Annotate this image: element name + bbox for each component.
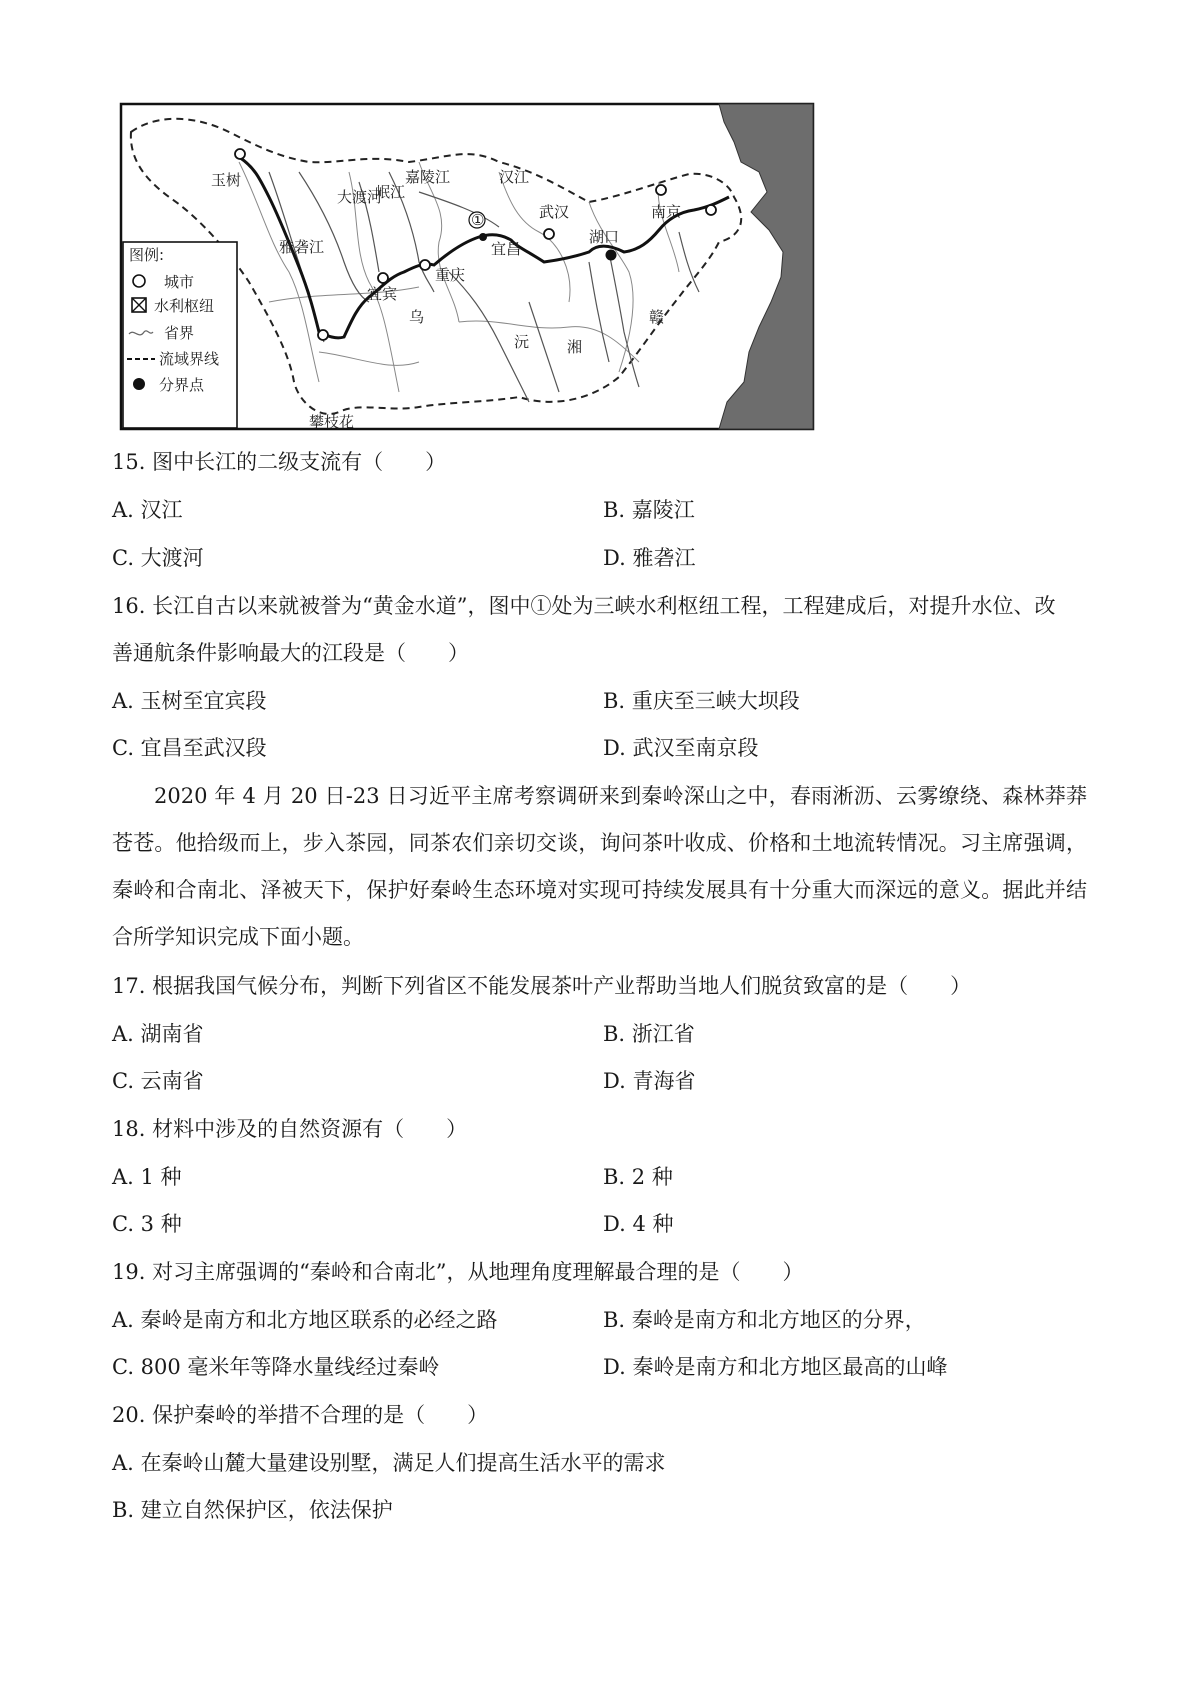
question-20-stem: 20. 保护秦岭的举措不合理的是（ ） [112, 1403, 489, 1427]
legend-label: 流域界线 [159, 350, 220, 368]
q16-option-c: C. 宜昌至武汉段 [112, 736, 267, 760]
legend-label: 省界 [164, 324, 195, 342]
yalong-label: 雅砻江 [279, 238, 325, 256]
q18-option-c: C. 3 种 [112, 1212, 182, 1236]
map-legend [123, 242, 237, 428]
reading-material [112, 773, 1087, 961]
dadu-label: 大渡河 [337, 188, 383, 206]
q19-option-d: D. 秦岭是南方和北方地区最高的山峰 [603, 1355, 948, 1379]
han-label: 汉江 [499, 168, 530, 186]
q20-option-a: A. 在秦岭山麓大量建设别墅，满足人们提高生活水平的需求 [112, 1451, 666, 1475]
legend-label: 分界点 [159, 376, 205, 394]
q15-option-d: D. 雅砻江 [603, 546, 696, 570]
panzhihua-label: 攀枝花 [309, 413, 355, 431]
city-symbol-icon [133, 275, 145, 287]
q17-option-a: A. 湖南省 [112, 1022, 204, 1046]
q16-option-a: A. 玉树至宜宾段 [112, 689, 267, 713]
question-16-stem-line2: 善通航条件影响最大的江段是（ ） [112, 641, 469, 665]
legend-label: 城市 [164, 273, 195, 291]
q19-option-c: C. 800 毫米年等降水量线经过秦岭 [112, 1355, 440, 1379]
q15-option-c: C. 大渡河 [112, 546, 204, 570]
boundary-point-symbol-icon [133, 378, 145, 390]
question-16-stem-line1: 16. 长江自古以来就被誉为“黄金水道”，图中①处为三峡水利枢纽工程，工程建成后，对提升水位、改 [112, 594, 1056, 618]
legend-title: 图例: [129, 246, 165, 264]
yuan-label: 沅 [514, 333, 530, 351]
q17-option-b: B. 浙江省 [603, 1022, 695, 1046]
nanjing-label: 南京 [651, 203, 682, 221]
q15-option-a: A. 汉江 [112, 498, 183, 522]
yichang-label: 宜昌 [491, 240, 522, 258]
question-17-stem: 17. 根据我国气候分布，判断下列省区不能发展茶叶产业帮助当地人们脱贫致富的是（ ） [112, 974, 972, 998]
q17-option-c: C. 云南省 [112, 1069, 204, 1093]
q18-option-d: D. 4 种 [603, 1212, 674, 1236]
q16-option-b: B. 重庆至三峡大坝段 [603, 689, 800, 713]
q17-option-d: D. 青海省 [603, 1069, 696, 1093]
jialing-label: 嘉陵江 [405, 168, 451, 186]
q18-option-a: A. 1 种 [112, 1165, 182, 1189]
material-paragraph: 2020 年 4 月 20 日-23 日习近平主席考察调研来到秦岭深山之中，春雨淅沥、云雾缭绕、森林莽莽苍苍。他拾级而上，步入茶园，同茶农们亲切交谈，询问茶叶收成、价格和土地流转情况。习主席强调，秦岭和合南北、泽被天下，保护好秦岭生态环境对实现可持续发展具有十分重大而深远的意义。据此并结合所学知识完成下面小题。 [112, 784, 1087, 949]
yibin-label: 宜宾 [367, 285, 398, 303]
dam-symbol-icon [132, 298, 146, 312]
legend-label: 水利枢纽 [154, 297, 215, 315]
question-19-stem: 19. 对习主席强调的“秦岭和合南北”，从地理角度理解最合理的是（ ） [112, 1260, 804, 1284]
wuhan-label: 武汉 [539, 203, 570, 221]
q19-option-a: A. 秦岭是南方和北方地区联系的必经之路 [112, 1308, 498, 1332]
min-label: 岷江 [375, 183, 406, 201]
marker-1-label: ① [471, 211, 485, 229]
question-15-stem: 15. 图中长江的二级支流有（ ） [112, 450, 447, 474]
yangtze-river-map [119, 102, 815, 431]
hukou-label: 湖口 [589, 228, 620, 246]
q20-option-b: B. 建立自然保护区，依法保护 [112, 1498, 393, 1522]
wu-label: 乌 [409, 308, 425, 326]
yushu-label: 玉树 [211, 171, 242, 189]
question-18-stem: 18. 材料中涉及的自然资源有（ ） [112, 1117, 468, 1141]
q15-option-b: B. 嘉陵江 [603, 498, 695, 522]
q19-option-b: B. 秦岭是南方和北方地区的分界， [603, 1308, 926, 1332]
xiang-label: 湘 [567, 338, 583, 356]
gan-label: 赣 [649, 308, 665, 326]
q16-option-d: D. 武汉至南京段 [603, 736, 759, 760]
chongqing-label: 重庆 [435, 266, 466, 284]
q18-option-b: B. 2 种 [603, 1165, 673, 1189]
